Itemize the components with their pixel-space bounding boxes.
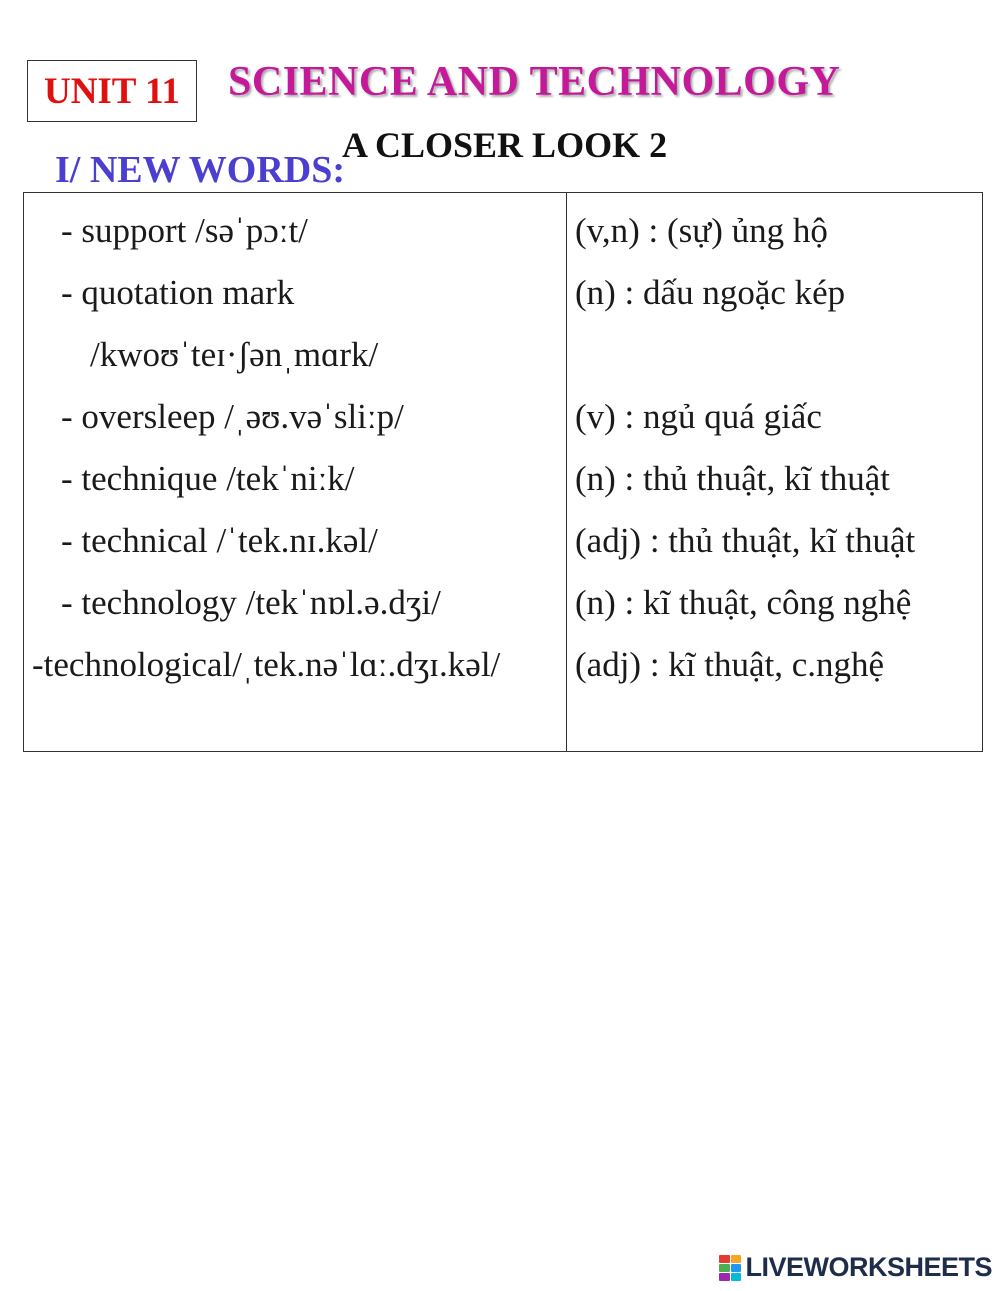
unit-label-box — [27, 60, 197, 122]
meaning-cell: (v) : ngủ quá giấc — [575, 397, 822, 436]
page-title: SCIENCE AND TECHNOLOGY — [228, 59, 841, 105]
page-subtitle: A CLOSER LOOK 2 — [342, 125, 668, 165]
word-cell: - support /səˈpɔːt/ — [61, 211, 308, 250]
word-cell: -technological/ˌtek.nəˈlɑː.dʒɪ.kəl/ — [32, 645, 501, 684]
liveworksheets-brand: LIVEWORKSHEETS — [745, 1252, 992, 1282]
column-divider — [566, 193, 567, 751]
meaning-cell: (n) : thủ thuật, kĩ thuật — [575, 459, 890, 498]
section-heading: I/ NEW WORDS: — [55, 149, 345, 191]
liveworksheets-logo — [719, 1252, 992, 1283]
meaning-cell: (n) : dấu ngoặc kép — [575, 273, 846, 312]
word-cell: - oversleep /ˌəʊ.vəˈsliːp/ — [61, 397, 404, 436]
meaning-cell: (adj) : thủ thuật, kĩ thuật — [575, 521, 916, 560]
vocabulary-table — [23, 192, 983, 752]
meaning-cell: (v,n) : (sự) ủng hộ — [575, 211, 828, 250]
unit-label: UNIT 11 — [43, 70, 181, 112]
word-cell: - technology /tekˈnɒl.ə.dʒi/ — [61, 583, 441, 622]
liveworksheets-icon — [719, 1255, 741, 1281]
word-cell: - technical /ˈtek.nɪ.kəl/ — [61, 521, 378, 560]
word-cell: - quotation mark — [61, 273, 295, 312]
meaning-cell: (n) : kĩ thuật, công nghệ — [575, 583, 912, 622]
meaning-cell: (adj) : kĩ thuật, c.nghệ — [575, 645, 885, 684]
word-cell: - technique /tekˈniːk/ — [61, 459, 355, 498]
word-cell: /kwoʊˈteɪ·ʃənˌmɑrk/ — [90, 335, 379, 374]
